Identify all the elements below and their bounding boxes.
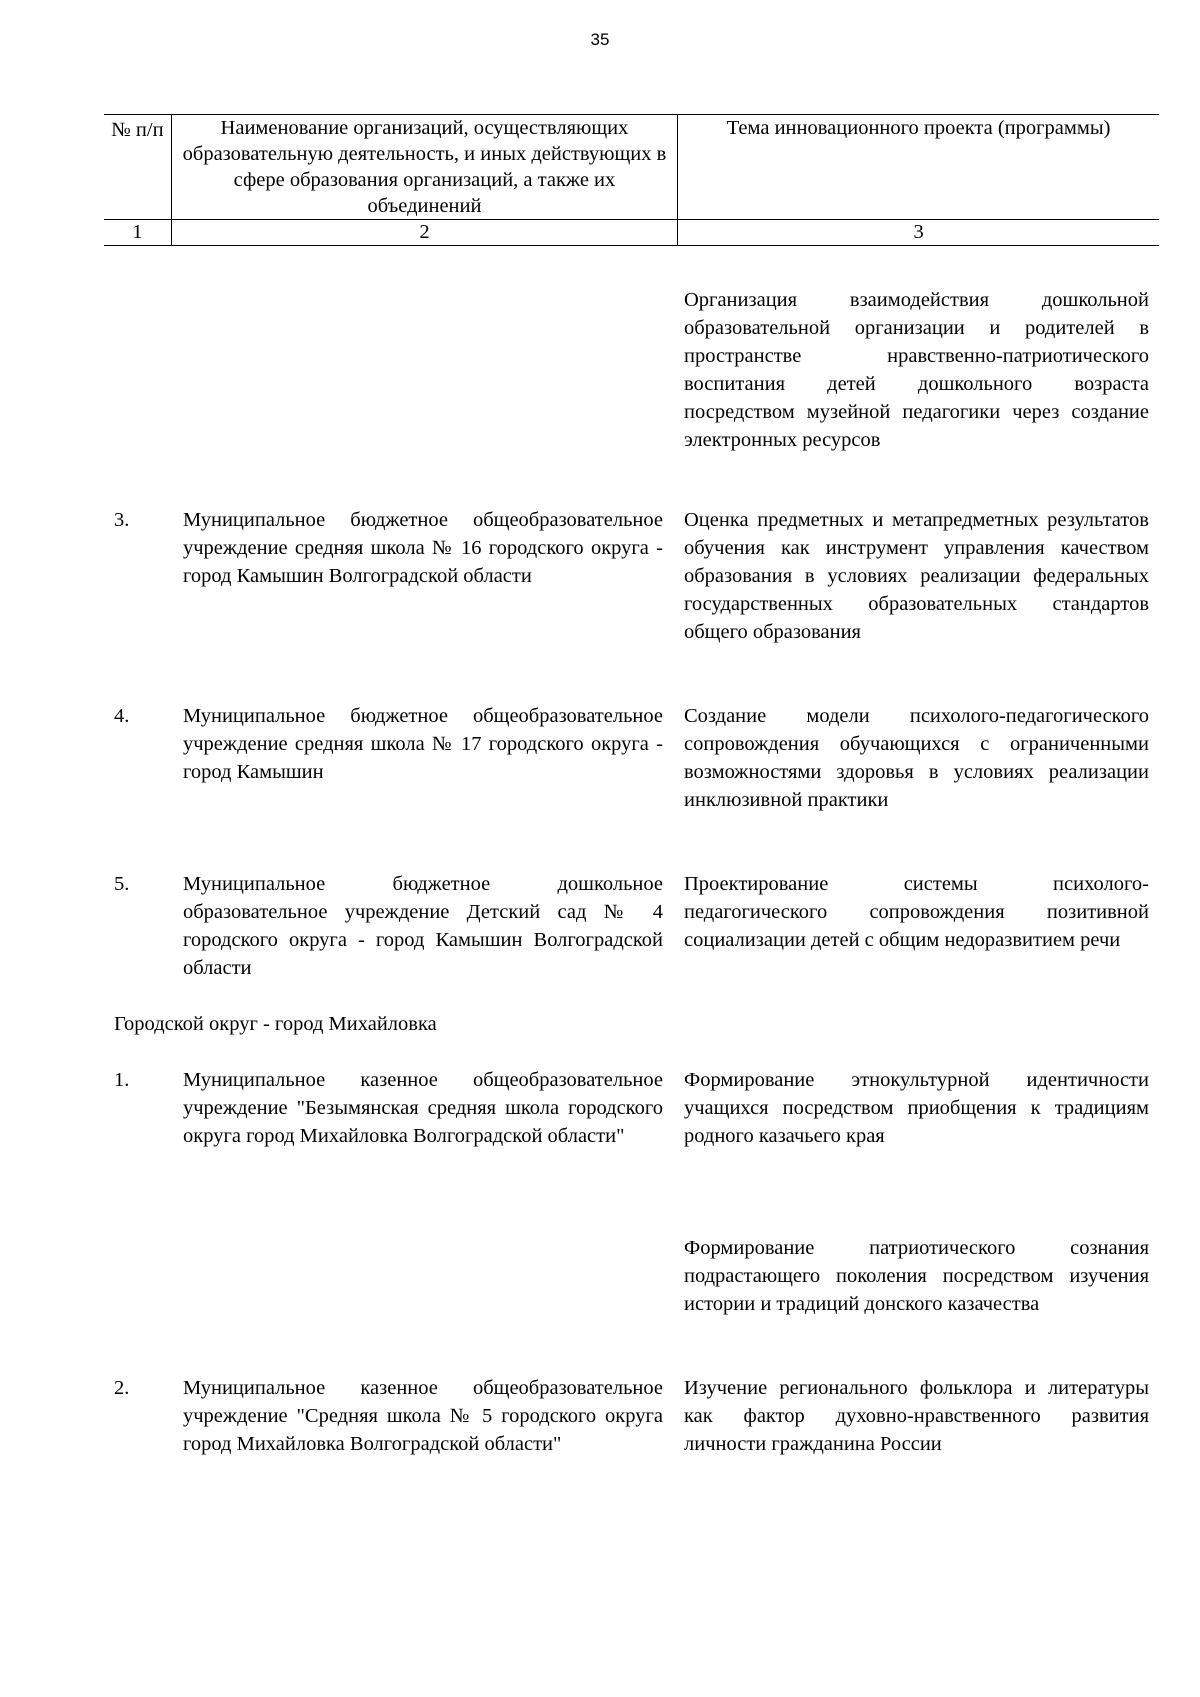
table-row-organization: Муниципальное бюджетное дошкольное образовательное учреждение Детский сад № 4 городского округа - город Камышин Волгоградской области [183, 873, 663, 979]
table-row-topic: Организация взаимодействия дошкольной образовательной организации и родителей в пространстве нравственно-патриотического воспитания детей дошкольного возраста посредством музейной педагогики через создание электронных ресурсов [684, 289, 1149, 451]
table-row-topic: Проектирование системы психолого-педагогического сопровождения позитивной социализации детей с общим недоразвитием речи [684, 873, 1149, 951]
table-row-topic: Формирование патриотического сознания подрастающего поколения посредством изучения истории и традиций донского казачества [684, 1237, 1149, 1315]
column-number-3: 3 [678, 220, 1159, 246]
table-row-number: 3. [114, 509, 130, 531]
table-row-number: 5. [114, 873, 130, 895]
table-row-number: 2. [114, 1377, 130, 1399]
table-row-organization: Муниципальное бюджетное общеобразовательное учреждение средняя школа № 16 городского округа - город Камышин Волгоградской области [183, 509, 663, 587]
table-row-topic: Изучение регионального фольклора и литературы как фактор духовно-нравственного развития личности гражданина России [684, 1377, 1149, 1455]
section-title: Городской округ - город Михайловка [114, 1013, 437, 1035]
table-row-topic: Формирование этнокультурной идентичности учащихся посредством приобщения к традициям родного казачьего края [684, 1069, 1149, 1147]
table-row-organization: Муниципальное бюджетное общеобразовательное учреждение средняя школа № 17 городского округа - город Камышин [183, 705, 663, 783]
table-row-organization: Муниципальное казенное общеобразовательное учреждение "Средняя школа № 5 городского округа город Михайловка Волгоградской области" [183, 1377, 663, 1455]
table-row-number: 4. [114, 705, 130, 727]
column-number-1: 1 [104, 220, 171, 246]
column-number-2: 2 [171, 220, 677, 246]
column-header-topic: Тема инновационного проекта (программы) [678, 115, 1159, 220]
table-row-topic: Оценка предметных и метапредметных результатов обучения как инструмент управления качеством образования в условиях реализации федеральных государственных образовательных стандартов общего образования [684, 509, 1149, 643]
table-row-number: 1. [114, 1069, 130, 1091]
table-row-organization: Муниципальное казенное общеобразовательное учреждение "Безымянская средняя школа городского округа город Михайловка Волгоградской области" [183, 1069, 663, 1147]
table-header [104, 114, 1159, 246]
column-header-organization: Наименование организаций, осуществляющих образовательную деятельность, и иных действующих в сфере образования организаций, а также их объединений [171, 115, 677, 220]
page-number: 35 [590, 30, 610, 49]
table-row-topic: Создание модели психолого-педагогического сопровождения обучающихся с ограниченными возможностями здоровья в условиях реализации инклюзивной практики [684, 705, 1149, 811]
column-header-number: № п/п [104, 115, 171, 220]
